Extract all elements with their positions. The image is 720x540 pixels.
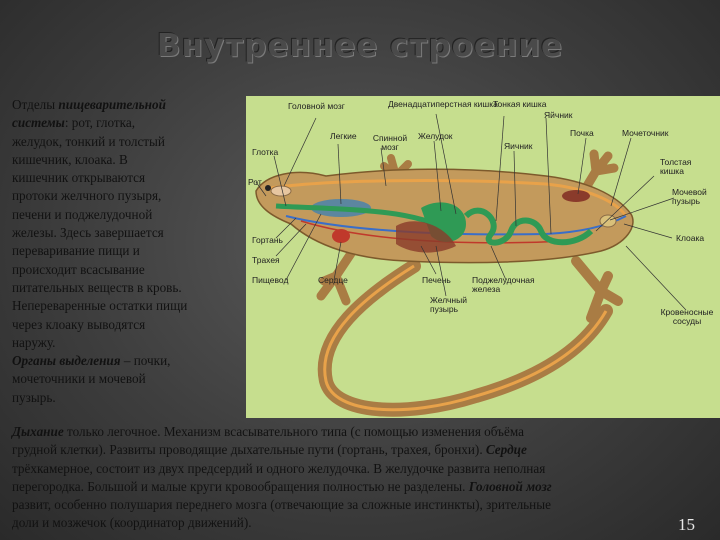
text-line: грудной клетки). Развиты проводящие дыхательные пути (гортань, трахея, бронхи). Сердце <box>12 442 527 458</box>
text-line: перегородка. Большой и малые круги кровообращения полностью не разделены. Головной мозг <box>12 478 552 494</box>
label-spinal-cord: Спинной мозг <box>372 133 408 152</box>
label-ovary: Яичник <box>504 141 533 151</box>
label-pancreas: Поджелудочная железа <box>472 275 535 294</box>
tail-spine <box>325 266 606 410</box>
label-stomach: Желудок <box>418 131 453 141</box>
lizard-tail <box>325 266 606 410</box>
text-line: пузырь. <box>12 389 56 405</box>
eye <box>265 185 271 191</box>
label-ureter: Мочеточник <box>622 128 669 138</box>
label-gallbladder: Желчный пузырь <box>430 295 467 314</box>
text-line: Отделы пищеварительной <box>12 97 166 112</box>
respiratory-circulatory-text <box>12 423 680 533</box>
label-pharynx: Глотка <box>252 147 279 157</box>
text-line: трёхкамерное, состоит из двух предсердий и одного желудочка. В желудочке развита неполная <box>12 460 546 476</box>
label-cloaca: Клоака <box>676 233 705 243</box>
text-line: кишечник открываются <box>12 170 146 186</box>
text-line: развит, особенно полушария переднего мозга (отвечающие за сложные инстинкты), зрительные <box>12 497 551 513</box>
text-line: печени и поджелудочной <box>12 206 153 222</box>
label-larynx: Гортань <box>252 235 283 245</box>
label-duodenum: Двенадцатиперстная кишка <box>388 99 498 109</box>
label-liver: Печень <box>422 275 451 285</box>
label-lungs: Легкие <box>330 131 357 141</box>
lizard-anatomy-diagram <box>246 96 720 418</box>
digestive-excretory-text <box>12 96 244 407</box>
text-line: железы. Здесь завершается <box>12 225 164 241</box>
text-line: доли и мозжечок (координатор движений). <box>12 515 252 531</box>
page-number: 15 <box>678 515 695 534</box>
label-small-intestine: Тонкая кишка <box>493 99 547 109</box>
text-line: Непереваренные остатки пищи <box>12 298 188 314</box>
label-brain: Головной мозг <box>288 101 345 111</box>
label-esophagus: Пищевод <box>252 275 289 285</box>
text-line: кишечник, клоака. В <box>12 151 128 167</box>
lizard-illustration <box>246 96 720 418</box>
text-line: Органы выделения – почки, <box>12 353 171 369</box>
text-line: желудок, тонкий и толстый <box>12 133 165 149</box>
kidney <box>562 190 590 202</box>
label-bladder: Мочевой пузырь <box>672 187 707 206</box>
text-line: через клоаку выводятся <box>12 316 146 332</box>
label-ovary-top: Яйчник <box>544 110 573 120</box>
label-heart: Сердце <box>318 275 348 285</box>
label-blood-vessels: Кровеносные сосуды <box>660 307 714 326</box>
text-line: Дыхание только легочное. Механизм всасывательного типа (с помощью изменения объёма <box>12 424 524 439</box>
label-mouth: Рот <box>248 177 262 187</box>
text-line: происходит всасывание <box>12 261 145 277</box>
text-line: питательных веществ в кровь. <box>12 279 182 295</box>
text-line: протоки желчного пузыря, <box>12 188 162 204</box>
text-line: переваривание пищи и <box>12 243 140 259</box>
label-kidney: Почка <box>570 128 594 138</box>
heart <box>332 229 350 243</box>
slide-title: Внутреннее строение <box>156 28 564 64</box>
label-trachea: Трахея <box>252 255 280 265</box>
brain <box>271 186 291 196</box>
label-large-intestine: Толстая кишка <box>660 157 692 176</box>
text-line: мочеточники и мочевой <box>12 371 146 387</box>
text-line: системы: рот, глотка, <box>12 115 136 131</box>
text-line: наружу. <box>12 334 56 350</box>
